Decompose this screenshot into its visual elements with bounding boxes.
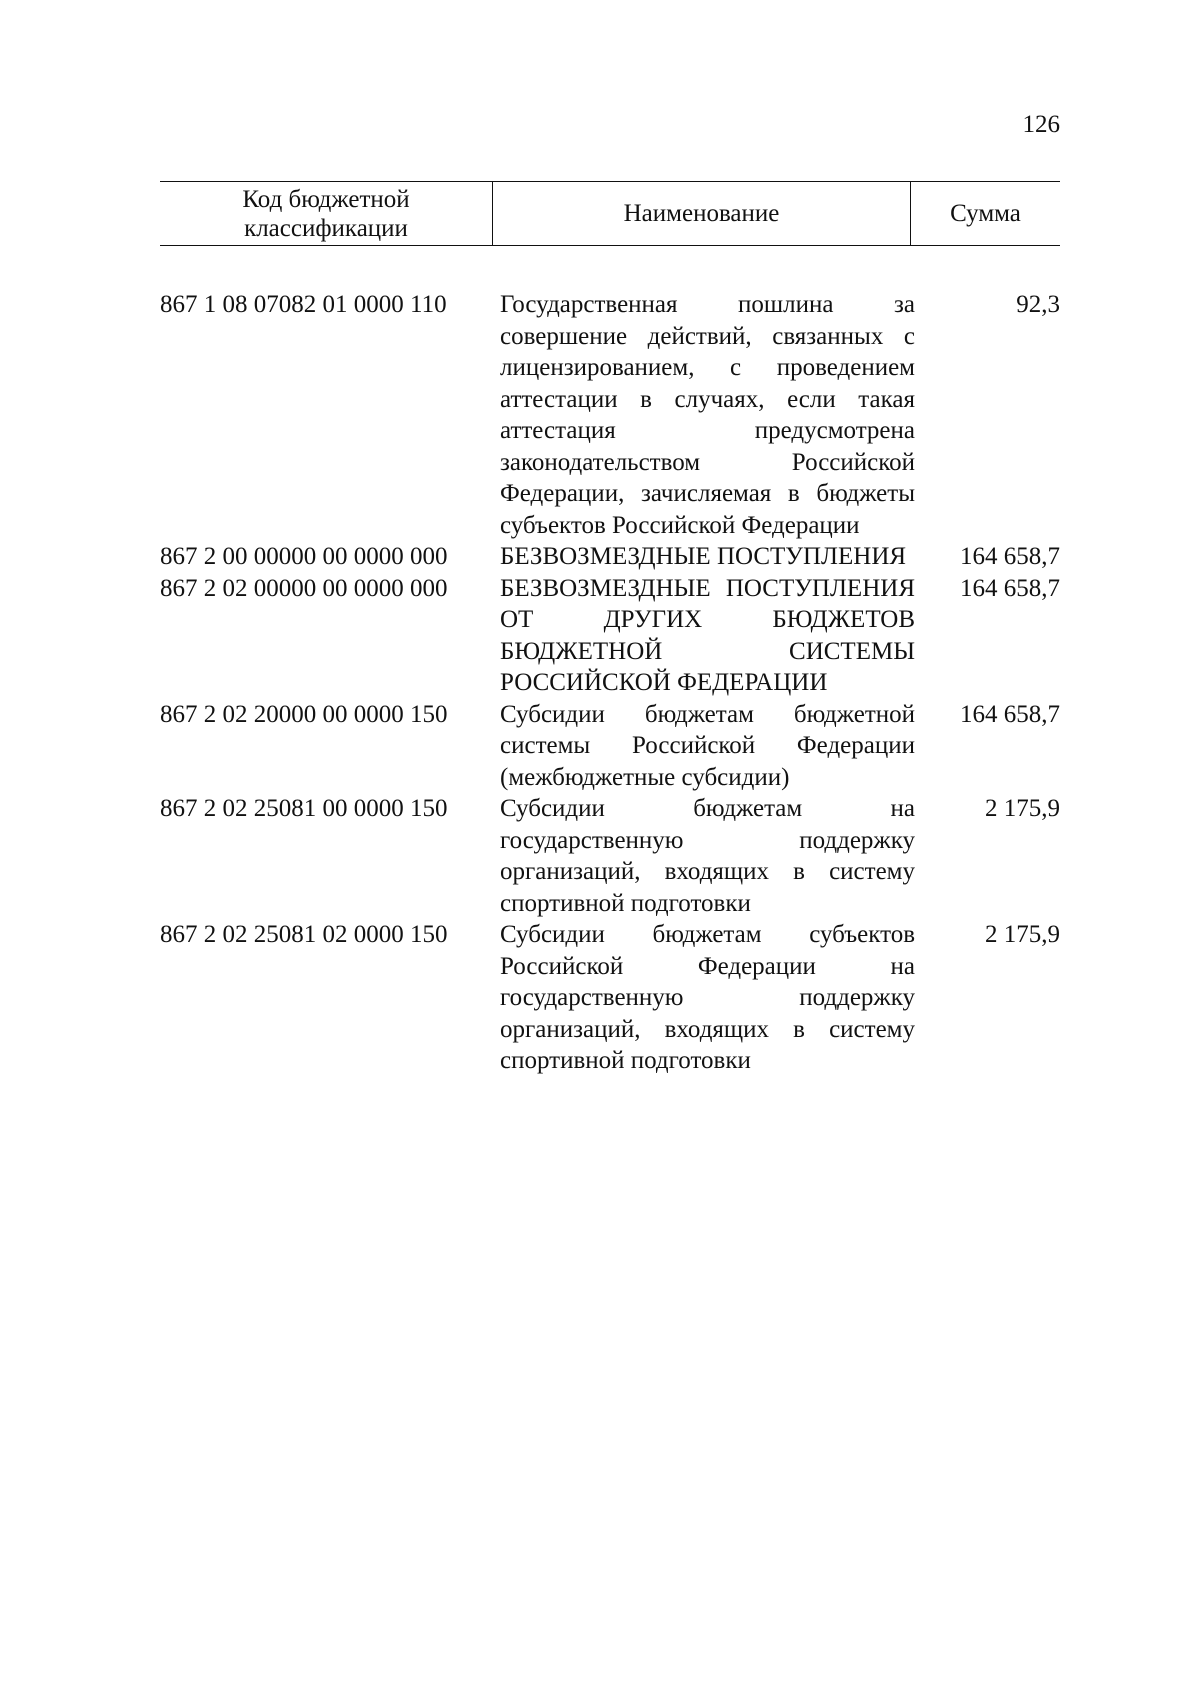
row-code: 867 2 00 00000 00 0000 000 bbox=[160, 543, 448, 570]
row-sum: 2 175,9 bbox=[985, 795, 1060, 822]
header-name: Наименование bbox=[492, 182, 910, 245]
row-code: 867 2 02 25081 00 0000 150 bbox=[160, 795, 448, 822]
row-code: 867 2 02 20000 00 0000 150 bbox=[160, 700, 448, 728]
table-row bbox=[160, 919, 1060, 1077]
row-name: Государственная пошлина за совершение действий, связанных с лицензированием, с проведением аттестации в случаях, если такая аттестация предусмотрена законодательством Российской Федерации, зачисляемая в бюджеты субъектов Российской Федерации bbox=[500, 291, 915, 539]
row-sum: 2 175,9 bbox=[985, 921, 1060, 948]
row-sum: 164 658,7 bbox=[960, 700, 1060, 728]
header-code: Код бюджетной классификации bbox=[242, 185, 410, 242]
table-body bbox=[160, 289, 1060, 1077]
row-code: 867 2 02 00000 00 0000 000 bbox=[160, 574, 448, 602]
table-row bbox=[160, 573, 1060, 699]
row-code: 867 2 02 25081 02 0000 150 bbox=[160, 921, 448, 948]
page-number: 126 bbox=[1022, 111, 1060, 138]
table-row bbox=[160, 541, 1060, 573]
row-name: Субсидии бюджетам субъектов Российской Федерации на государственную поддержку организаций, входящих в систему спортивной подготовки bbox=[500, 921, 915, 1074]
table-row bbox=[160, 699, 1060, 794]
header-sum: Сумма bbox=[910, 182, 1060, 245]
row-name: БЕЗВОЗМЕЗДНЫЕ ПОСТУПЛЕНИЯ bbox=[500, 543, 907, 570]
row-name: Субсидии бюджетам бюджетной системы Российской Федерации (межбюджетные субсидии) bbox=[500, 700, 915, 791]
row-sum: 164 658,7 bbox=[960, 543, 1060, 570]
row-sum: 164 658,7 bbox=[960, 574, 1060, 602]
row-name: Субсидии бюджетам на государственную поддержку организаций, входящих в систему спортивной подготовки bbox=[500, 795, 915, 917]
table-header bbox=[160, 181, 1060, 246]
row-sum: 92,3 bbox=[1016, 291, 1060, 318]
table-row bbox=[160, 793, 1060, 919]
row-code: 867 1 08 07082 01 0000 110 bbox=[160, 291, 447, 318]
table-row bbox=[160, 289, 1060, 541]
row-name: БЕЗВОЗМЕЗДНЫЕ ПОСТУПЛЕНИЯ ОТ ДРУГИХ БЮДЖЕТОВ БЮДЖЕТНОЙ СИСТЕМЫ РОССИЙСКОЙ ФЕДЕРАЦИИ bbox=[500, 574, 915, 696]
